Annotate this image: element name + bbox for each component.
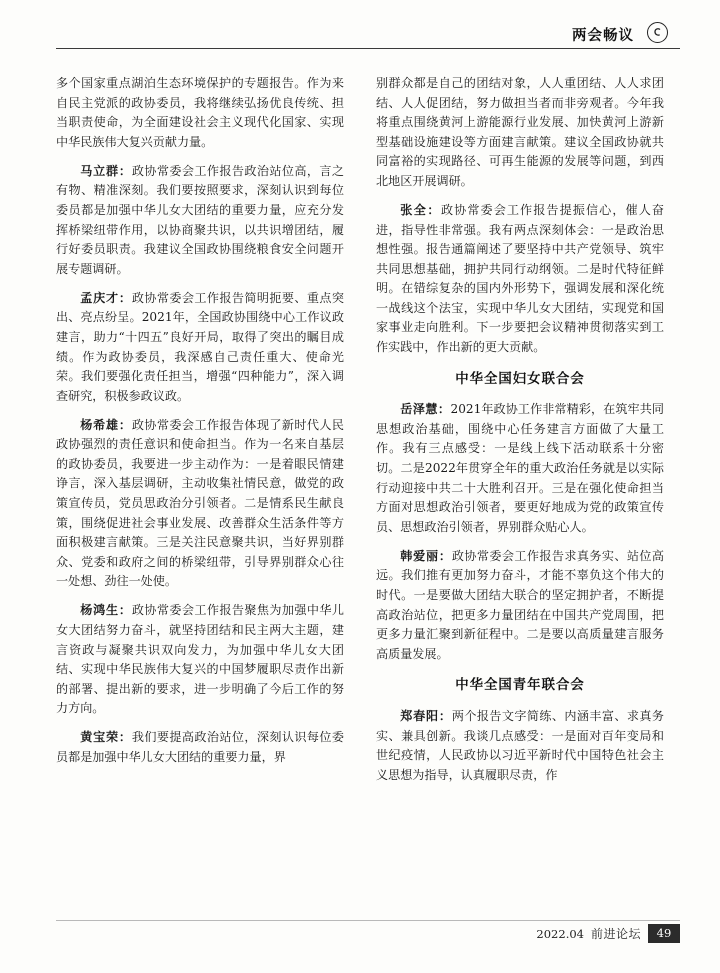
body-paragraph (56, 74, 344, 152)
section-heading: 中华全国青年联合会 (455, 677, 585, 694)
header-title: 两会畅议 (572, 27, 634, 44)
paragraph-text: 政协常委会工作报告体现了新时代人民政协强烈的责任意识和使命担当。作为一名来自基层的政协委员，我要进一步主动作为：一是着眼民情建诤言，深入基层调研，主动收集社情民意，做党的政策宣传员，党员思政治分引领者。二是情系民生献良策，围绕促进社会事业发展、改善群众生活条件等方面积极建言献策。三是关注民意聚共识，当好界别群众、党委和政府之间的桥梁纽带，引导界别群众心往一处想、劲往一处使。 (56, 417, 344, 589)
speech-paragraph (376, 400, 664, 537)
speech-paragraph (56, 728, 344, 767)
circle-logo-icon (647, 22, 668, 43)
footer-date: 2022.04 (536, 926, 584, 941)
footer-divider (56, 920, 680, 921)
right-column (376, 74, 664, 795)
paragraph-text: 政协常委会工作报告求真务实、站位高远。我们推有更加努力奋斗，才能不辜负这个伟大的时代。一是要做大团结大联合的坚定拥护者，不断提高政治站位，把更多力量团结在中国共产党周围，把更多力量汇聚到新征程中。二是要以高质量建言服务高质量发展。 (376, 548, 664, 661)
footer-publication: 前进论坛 (590, 927, 641, 941)
paragraph-text: 别群众都是自己的团结对象，人人重团结、人人求团结、人人促团结，努力做担当者而非旁观者。今年我将重点围绕黄河上游能源行业发展、加快黄河上游新型基础设施建设等方面建言献策。建议全国政协就共同富裕的实现路径、可再生能源的发展等问题，到西北地区开展调研。 (376, 76, 664, 188)
left-column (56, 74, 344, 777)
footer-page-number: 49 (648, 924, 680, 943)
speaker-name: 马立群： (80, 163, 132, 178)
paragraph-text: 两个报告文字简练、内涵丰富、求真务实、兼具创新。我谈几点感受：一是面对百年变局和世纪疫情，人民政协以习近平新时代中国特色社会主义思想为指导，认真履职尽责，作 (376, 709, 664, 782)
speaker-name: 郑春阳： (400, 709, 452, 724)
speech-paragraph (56, 416, 344, 592)
page-header (56, 22, 680, 58)
speaker-name: 杨希雄： (80, 417, 132, 432)
paragraph-text: 我们要提高政治站位，深刻认识每位委员都是加强中华儿女大团结的重要力量，界 (56, 730, 344, 764)
section-heading: 中华全国妇女联合会 (455, 370, 585, 387)
speaker-name: 韩爱丽： (400, 548, 452, 563)
speech-paragraph (376, 707, 664, 785)
paragraph-text: 政协常委会工作报告政治站位高，言之有物、精准深刻。我们要按照要求，深刻认识到每位委员都是加强中华儿女大团结的重要力量，应充分发挥桥梁纽带作用，以协商聚共识，以共识增团结，履行好委员职责。我建议全国政协围绕粮食安全问题开展专题调研。 (56, 163, 344, 276)
paragraph-text: 2021年政协工作非常精彩，在筑牢共同思想政治基础，围绕中心任务建言方面做了大量工作。我有三点感受：一是线上线下活动联系十分密切。二是2022年贯穿全年的重大政治任务就是以实际行动迎接中共二十大胜利召开。三是在强化使命担当方面对思想政治引领者，要更好地成为党的政策宣传员、思想政治引领者，界别群众贴心人。 (376, 402, 664, 534)
speech-paragraph (376, 547, 664, 664)
speech-paragraph (56, 162, 344, 279)
paragraph-text: 政协常委会工作报告简明扼要、重点突出、亮点纷呈。2021年，全国政协围绕中心工作议政建言，助力“十四五”良好开局，取得了突出的瞩目成绩。作为政协委员，我深感自己责任重大、使命光荣。我们要强化责任担当，增强“四种能力”，深入调查研究，积极参政议政。 (56, 290, 344, 403)
header-divider (56, 48, 680, 49)
speaker-name: 黄宝荣： (80, 730, 132, 745)
speech-paragraph (56, 289, 344, 406)
speaker-name: 岳泽慧： (400, 402, 451, 417)
speaker-name: 杨鸿生： (80, 603, 132, 618)
page-footer (536, 924, 680, 943)
paragraph-text: 政协常委会工作报告提振信心，催人奋进，指导性非常强。我有两点深刻体会：一是政治思想性强。报告通篇阐述了要坚持中共产党领导、筑牢共同思想基础，拥护共同行动纲领。二是时代特征鲜明。在错综复杂的国内外形势下，强调发展和深化统一战线这个法宝，实现中华儿女大团结，实现党和国家事业走向胜利。下一步要把会议精神贯彻落实到工作实践中，作出新的更大贡献。 (376, 202, 664, 355)
speaker-name: 张全： (400, 202, 441, 217)
speaker-name: 孟庆才： (80, 290, 132, 305)
speech-paragraph (56, 601, 344, 718)
paragraph-text: 政协常委会工作报告聚焦为加强中华儿女大团结努力奋斗，就坚持团结和民主两大主题，建言资政与凝聚共识双向发力，为加强中华儿女大团结、实现中华民族伟大复兴的中国梦履职尽责作出新的部署、提出新的要求，进一步明确了今后工作的努力方向。 (56, 603, 344, 716)
speech-paragraph (376, 201, 664, 358)
paragraph-text: 多个国家重点湖泊生态环境保护的专题报告。作为来自民主党派的政协委员，我将继续弘扬优良传统、担当职责使命，为全面建设社会主义现代化国家、实现中华民族伟大复兴贡献力量。 (56, 76, 344, 149)
body-paragraph (376, 74, 664, 191)
